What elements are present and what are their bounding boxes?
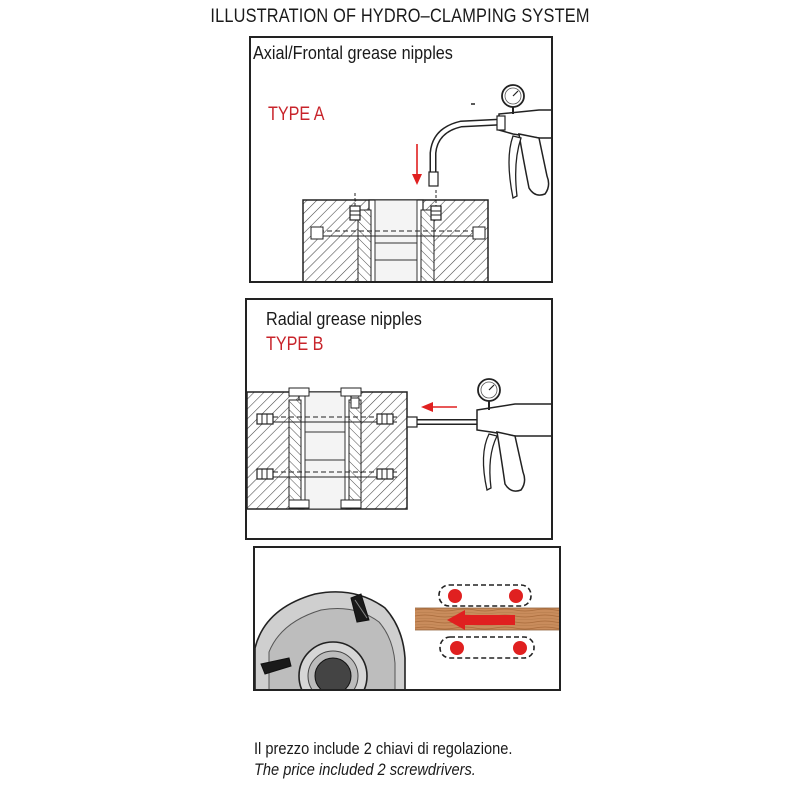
axial-nipple-left <box>350 193 360 220</box>
radial-nipple-right-top <box>377 414 393 424</box>
panel-wood-cutting <box>253 546 561 691</box>
panel-b-type-label: TYPE B <box>266 334 324 355</box>
price-note-english: The price included 2 screwdrivers. <box>254 760 476 779</box>
housing-block <box>303 190 488 283</box>
injection-arrow <box>412 144 422 185</box>
price-note-italian: Il prezzo include 2 chiavi di regolazione. <box>254 739 513 758</box>
panel-a-type-label: TYPE A <box>268 104 325 125</box>
panel-type-a <box>249 36 553 283</box>
panel-b-heading: Radial grease nipples <box>266 309 422 329</box>
radial-nipple-right-bottom <box>377 469 393 479</box>
panel-type-b <box>245 298 553 540</box>
pressure-gauge-icon <box>478 379 500 410</box>
housing-block <box>247 388 407 509</box>
bottom-rollers <box>440 637 534 658</box>
injection-arrow <box>421 402 457 412</box>
cutter-head-icon <box>255 592 405 691</box>
pressure-gauge-icon <box>502 85 524 114</box>
grease-gun-icon <box>429 85 553 198</box>
radial-nipple-left-bottom <box>257 469 273 479</box>
type-a-diagram <box>251 38 553 283</box>
page-title: ILLUSTRATION OF HYDRO–CLAMPING SYSTEM <box>210 6 590 27</box>
radial-nipple-left-top <box>257 414 273 424</box>
cutting-diagram <box>255 548 561 691</box>
grease-gun-icon <box>407 379 553 491</box>
panel-a-heading: Axial/Frontal grease nipples <box>253 43 453 63</box>
top-rollers <box>439 585 531 606</box>
